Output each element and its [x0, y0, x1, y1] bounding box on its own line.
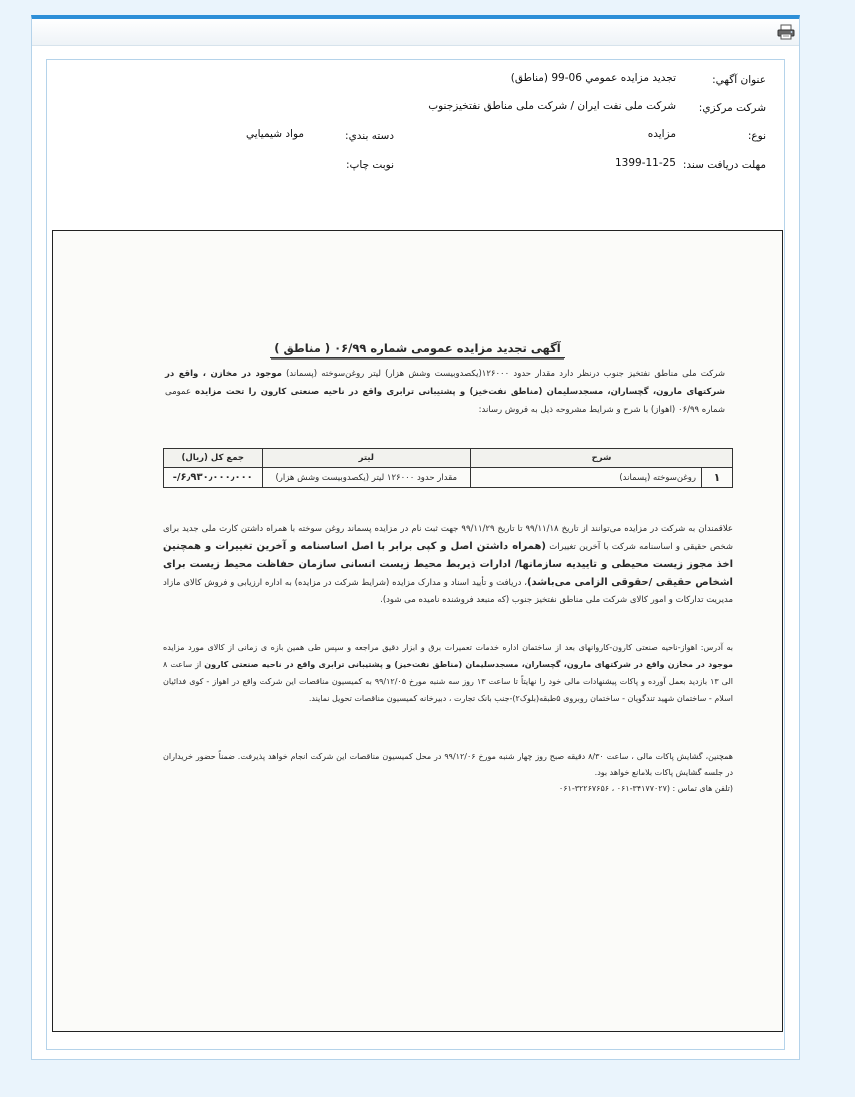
registration-paragraph: علاقمندان به شرکت در مزایده می‌توانند از تاریخ ۹۹/۱۱/۱۸ تا تاریخ ۹۹/۱۱/۲۹ جهت ثبت نام در مزایده پسماند روغن سوخته با همراه داشتن کارت ملی جدید برای شخص حقیقی و اساسنامه شرکت با آخرین تغییرات (همراه داشتن اصل و کپی برابر با اصل اساسنامه و آخرین تغییرات و همچنین اخذ مجوز زیست محیطی و تاییدیه سازمانها/ ادارات ذیربط محیط زیست انسانی سازمان حفاظت محیط زیست برای اشخاص حقیقی /حقوقی الزامی می‌باشد)، دریافت و تأیید اسناد و مدارک مزایده (شرایط شرکت در مزایده) به اداره ارزیابی و فروش کالای مازاد مدیریت تدارکات و امور کالای شرکت ملی مناطق نفتخیز جنوب (که منبعد فروشنده نامیده می شود). — [163, 524, 733, 605]
deadline-value: 1399-11-25 — [614, 157, 676, 169]
col-total-header: جمع کل (ریال) — [164, 449, 263, 468]
print-turn-label: نوبت چاپ: — [345, 159, 394, 171]
announcement-details — [46, 59, 785, 1050]
opening-paragraph: همچنین، گشایش پاکات مالی ، ساعت ۸/۳۰ دقیقه صبح روز چهار شنبه مورخ ۹۹/۱۲/۰۶ در محل کمیسیون مناقصات این شرکت انجام خواهد پذیرفت. ضمناً حضور خریداران در جلسه گشایش پاکات بلامانع خواهد بود. (تلفن های تماس : ۰۶۱-۳۲۲۶۷۶۵۶ ، ۰۶۱-۳۴۱۷۷۰۲۷) — [163, 752, 733, 793]
company-label: شركت مركزي: — [698, 102, 766, 114]
row-liter: مقدار حدود ۱۲۶۰۰۰ لیتر (یکصدوبیست وشش هزار) — [262, 468, 470, 488]
category-value: مواد شيميايي — [245, 128, 304, 140]
type-label: نوع: — [747, 130, 766, 142]
col-desc-header: شرح — [471, 449, 733, 468]
ad-title-label: عنوان آگهي: — [712, 74, 766, 86]
intro-paragraph: شرکت ملی مناطق نفتخیز جنوب درنظر دارد مقدار حدود ۱۲۶۰۰۰(یکصدوبیست وشش هزار) لیتر روغن‌سوخته (پسماند) موجود در مخازن ، واقع در شرکتهای مارون، گچساران، مسجدسلیمان (مناطق نفت‌خیز) و پشتیبانی ترابری واقع در ناحیه صنعتی کارون را تحت مزایده عمومی شماره ۰۶/۹۹ (اهواز) با شرح و شرایط مشروحه ذیل به فروش رساند: — [165, 369, 726, 415]
announcement-panel — [31, 15, 800, 1060]
col-liter-header: لیتر — [262, 449, 470, 468]
type-value: مزايده — [647, 128, 676, 140]
row-number: ۱ — [702, 468, 733, 488]
table-row — [164, 468, 733, 488]
ad-title-value: تجديد مزايده عمومي 06-99 (مناطق) — [510, 72, 676, 84]
panel-toolbar — [32, 19, 799, 46]
deadline-label: مهلت دريافت سند: — [682, 159, 766, 171]
category-label: دسته بندي: — [345, 130, 394, 142]
company-value: شرکت ملی نفت ایران / شرکت ملی مناطق نفتخیزجنوب — [428, 100, 676, 112]
items-table — [163, 448, 733, 488]
printer-icon[interactable] — [777, 24, 795, 40]
scanned-document — [52, 230, 783, 1032]
address-paragraph: به آدرس: اهواز-ناحیه صنعتی کارون-کاروانهای بعد از ساختمان اداره خدمات تعمیرات برق و ابزار دقیق مراجعه و سپس طی همین بازه ی زمانی از کالای مورد مزایده موجود در مخازن واقع در شرکتهای مارون، گچساران، مسجدسلیمان (مناطق نفت‌خیز) و پشتیبانی ترابری واقع در ناحیه صنعتی کارون از ساعت ۸ الی ۱۳ بازدید بعمل آورده و پاکات پیشنهادات مالی خود را نهایتاً تا ساعت ۱۳ روز سه شنبه مورخ ۹۹/۱۲/۰۵ به کمیسیون مناقصات این شرکت واقع در اهواز - کوی فدائیان اسلام - ساختمان شهید تندگویان - ساختمان روبروی ۵طبقه(بلوک۲)-جنب بانک تجارت ، دبیرخانه کمیسیون مناقصات تحویل نمایند. — [163, 643, 734, 703]
row-total: ۶٫۹۳۰٫۰۰۰٫۰۰۰/- — [164, 468, 263, 488]
row-description: روغن‌سوخته (پسماند) — [471, 468, 702, 488]
document-title: آگهی تجدید مزایده عمومی شماره ۰۶/۹۹ ( مناطق ) — [53, 341, 782, 355]
phone-numbers: ۰۶۱-۳۲۲۶۷۶۵۶ ، ۰۶۱-۳۴۱۷۷۰۲۷) — [558, 784, 671, 793]
phone-label: (تلفن های تماس : — [670, 784, 733, 793]
table-header-row — [164, 449, 733, 468]
